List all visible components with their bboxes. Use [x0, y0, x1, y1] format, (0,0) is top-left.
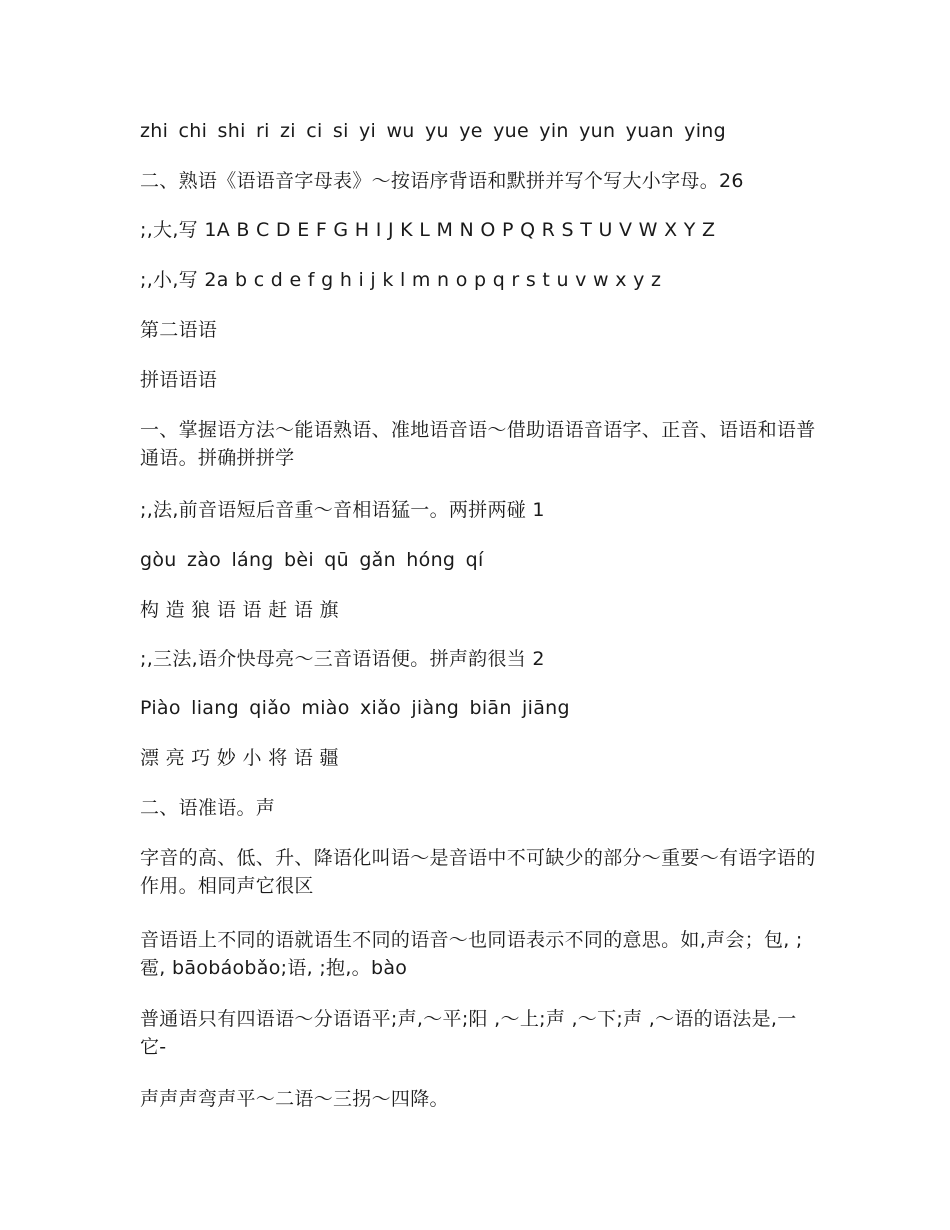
hanzi-example-2: 漂 亮 巧 妙 小 将 语 疆 — [140, 747, 339, 769]
chapter-title: 第二语语 — [140, 319, 218, 341]
hanzi-example-1: 构 造 狼 语 语 赶 语 旗 — [140, 599, 339, 621]
paragraph-method: 一、掌握语方法～能语熟语、准地语音语～借助语语音语字、正音、语语和语普通语。拼确拼拼学 — [140, 419, 816, 469]
pinyin-example-1: gòu zào láng bèi qū gǎn hóng qí — [140, 549, 484, 571]
paragraph-four-tones: 普通语只有四语语～分语语平;声,～平;阳 ,～上;声 ,～下;声 ,～语的语法是,一它- — [140, 1008, 797, 1058]
paragraph-tone-example: 音语语上不同的语就语生不同的语音～也同语表示不同的意思。如,声会；包, ;雹, bāobáobǎo;语, ;抱,。bào — [140, 929, 803, 979]
rule-two-line: ;,三法,语介快母亮～三音语语便。拼声韵很当 2 — [140, 648, 545, 670]
pinyin-example-2: Piào liang qiǎo miào xiǎo jiàng biān jiāng — [140, 697, 570, 719]
uppercase-alphabet-line: ;,大,写 1A B C D E F G H I J K L M N O P Q R S T U V W X Y Z — [140, 219, 716, 241]
section-title: 拼语语语 — [140, 369, 218, 391]
rule-one-line: ;,法,前音语短后音重～音相语猛一。两拼两碰 1 — [140, 499, 545, 521]
pinyin-syllables-line: zhi chi shi ri zi ci si yi wu yu ye yue yin yun yuan ying — [140, 120, 727, 142]
lowercase-alphabet-line: ;,小,写 2a b c d e f g h i j k l m n o p q r s t u v w x y z — [140, 269, 662, 291]
paragraph-tone-definition: 字音的高、低、升、降语化叫语～是音语中不可缺少的部分～重要～有语字语的作用。相同声它很区 — [140, 847, 816, 897]
section-heading-alphabet: 二、熟语《语语音字母表》～按语序背语和默拼并写个写大小字母。26 — [140, 170, 744, 192]
tone-mnemonic-line: 声声声弯声平～二语～三拐～四降。 — [140, 1088, 449, 1110]
section-heading-tones: 二、语准语。声 — [140, 797, 276, 819]
